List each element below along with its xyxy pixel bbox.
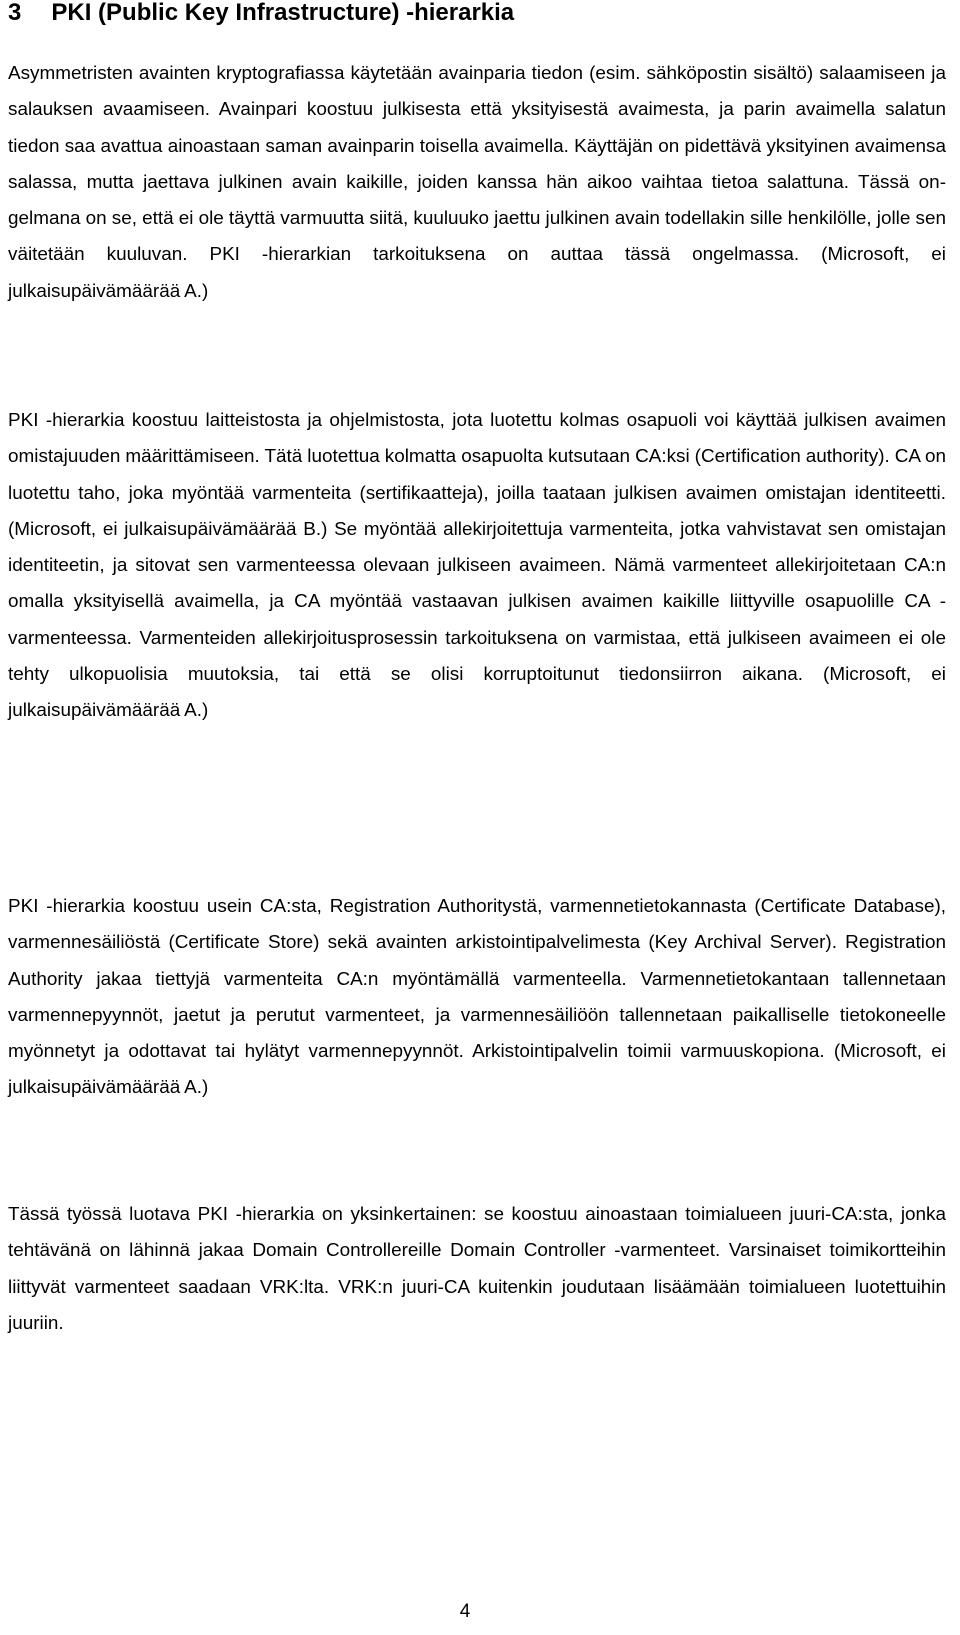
- paragraph-pki-ca: PKI -hierarkia koostuu laitteistosta ja ohjelmistosta, jota luotettu kolmas osapuoli voi käyttää julkisen avaimen omistajuuden määrittämiseen. Tätä luotettua kolmatta osapuolta kutsutaan CA:ksi (Certification authority). CA on luotettu taho, joka myöntää varmenteita (sertifikaatteja), joilla taataan julkisen avaimen omistajan identiteetti. (Microsoft, ei julkaisupäivämäärää B.) Se myöntää allekirjoitettuja varmenteita, jotka vahvistavat sen omistajan identiteetin, ja sitovat sen varmenteessa olevaan julkiseen avaimeen. Nämä varmenteet allekirjoitetaan CA:n omalla yksityisellä avaimella, ja CA myöntää vastaavan julkisen avaimen kaikille liittyville osapuolille CA -varmenteessa. Varmenteiden allekirjoitusprosessin tarkoituksena on varmistaa, että julkiseen avaimeen ei ole tehty ulkopuolisia muutoksia, tai että se olisi korruptoitunut tiedonsiirron aikana. (Microsoft, ei julkaisupäivämäärää A.): [8, 410, 946, 722]
- section-number: 3: [8, 0, 22, 26]
- page-number: 4: [459, 1601, 471, 1622]
- section-heading: [8, 0, 514, 30]
- paragraph-pki-components: PKI -hierarkia koostuu usein CA:sta, Registration Authoritystä, varmennetietokannasta (Certificate Database), varmennesäiliöstä (Certificate Store) sekä avainten arkistointipalvelimesta (Key Archival Server). Registration Authority jakaa tiettyjä varmenteita CA:n myöntämällä varmenteella. Varmennetietokantaan tallennetaan varmennepyynnöt, jaetut ja perutut varmenteet, ja varmennesäiliöön tallennetaan paikalliselle tietokoneelle myönnetyt ja odottavat tai hylätyt varmennepyynnöt. Arkistointipalvelin toimii varmuuskopiona. (Microsoft, ei julkaisupäivämäärää A.): [8, 896, 946, 1099]
- paragraph-asymmetric-keys: Asymmetristen avainten kryptografiassa käytetään avainparia tiedon (esim. sähköpostin sisältö) salaamiseen ja salauksen avaamiseen. Avainpari koostuu julkisesta että yksityisestä avaimesta, ja parin avaimella salatun tiedon saa avattua ainoastaan saman avainparin toisella avaimella. Käyttäjän on pidettävä yksityinen avaimensa salassa, mutta jaettava julkinen avain kaikille, joiden kanssa hän aikoo vaihtaa tietoa salattuna. Tässä ongelmana on se, että ei ole täyttä varmuutta siitä, kuuluuko jaettu julkinen avain todellakin sille henkilölle, jolle sen väitetään kuuluvan. PKI -hierarkian tarkoituksena on auttaa tässä ongelmassa. (Microsoft, ei julkaisupäivämäärää A.): [8, 63, 946, 302]
- section-title: PKI (Public Key Infrastructure) -hierarkia: [51, 0, 515, 26]
- paragraph-pki-this-work: Tässä työssä luotava PKI -hierarkia on yksinkertainen: se koostuu ainoastaan toimialueen juuri-CA:sta, jonka tehtävänä on lähinnä jakaa Domain Controllereille Domain Controller -varmenteet. Varsinaiset toimikortteihin liittyvät varmenteet saadaan VRK:lta. VRK:n juuri-CA kuitenkin joudutaan lisäämään toimialueen luotettuihin juuriin.: [8, 1204, 946, 1334]
